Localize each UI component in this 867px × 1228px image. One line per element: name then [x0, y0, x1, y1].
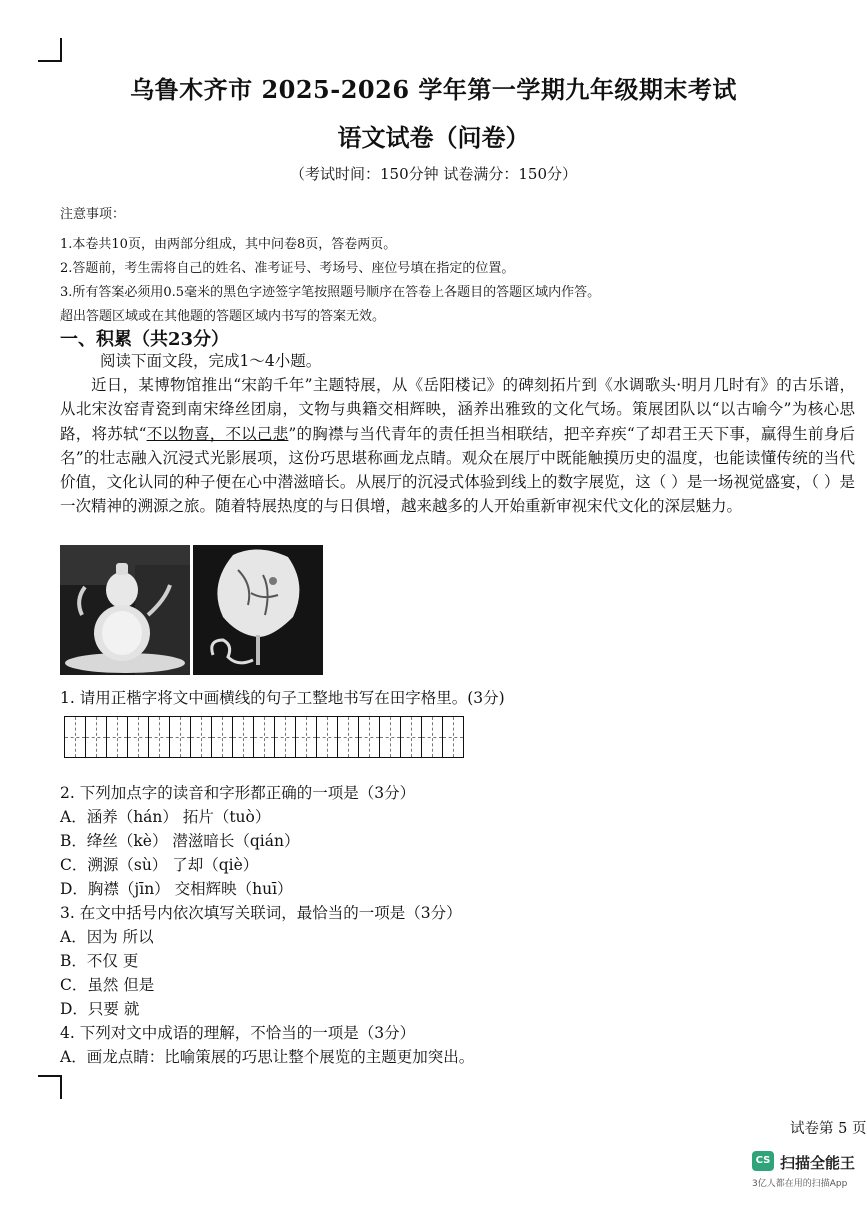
- grid-cell[interactable]: [65, 717, 86, 757]
- note-item: 3.所有答案必须用0.5毫米的黑色字迹签字笔按照题号顺序在答卷上各题目的答题区域内作答。: [60, 285, 601, 300]
- grid-cell[interactable]: [107, 717, 128, 757]
- grid-cell[interactable]: [380, 717, 401, 757]
- corner-mark-bottom-left: [38, 1075, 62, 1099]
- page-number: 试卷第 5 页: [790, 1121, 867, 1137]
- reading-passage: [60, 373, 855, 519]
- note-item: 2.答题前，考生需将自己的姓名、准考证号、考场号、座位号填在指定的位置。: [60, 261, 515, 276]
- exam-title: 乌鲁木齐市 2025-2026 学年第一学期九年级期末考试: [130, 75, 737, 104]
- notes-heading: 注意事项：: [60, 207, 126, 222]
- grid-cell[interactable]: [296, 717, 317, 757]
- note-item: 超出答题区域或在其他题的答题区域内书写的答案无效。: [60, 309, 386, 324]
- grid-cell[interactable]: [317, 717, 338, 757]
- question-2: 2. 下列加点字的读音和字形都正确的一项是（3分）: [60, 784, 416, 802]
- option-a: A．涵养（hán） 拓片（tuò）: [60, 808, 271, 826]
- passage-text: ”的胸襟与当代青年的责任担当相联结，把辛弃疾“了却君王天下事，赢得生前身后名”的壮志融入沉浸式光影展项，这份巧思堪称画龙点睛。观众在展厅中既能触摸历史的温度，也能读懂传统的当代价值，文化认同的种子便在心中潜滋暗长。从展厅的沉浸式体验到线上的数字展览，这（ ）是一场视觉盛宴，（ ）是一次精神的溯源之旅。随着特展热度的与日俱增，越来越多的人开始重新审视宋代文化的深层魅力。: [60, 424, 855, 516]
- ewer-photo: [60, 545, 190, 675]
- exam-info: （考试时间：150分钟 试卷满分：150分）: [289, 165, 578, 183]
- grid-cell[interactable]: [233, 717, 254, 757]
- option-c: C．虽然 但是: [60, 976, 155, 994]
- section-heading: 一、积累（共23分）: [60, 329, 230, 350]
- option-b: B．不仅 更: [60, 952, 139, 970]
- camscanner-logo-icon: CS: [752, 1151, 774, 1171]
- note-item: 1.本卷共10页，由两部分组成，其中问卷8页，答卷两页。: [60, 237, 397, 252]
- grid-cell[interactable]: [254, 717, 275, 757]
- grid-cell[interactable]: [338, 717, 359, 757]
- option-c: C．溯源（sù） 了却（qiè）: [60, 856, 259, 874]
- app-name: 扫描全能王: [780, 1154, 856, 1172]
- underlined-sentence: 不以物喜，不以己悲: [146, 424, 289, 443]
- fan-photo: [193, 545, 323, 675]
- option-a: A．因为 所以: [60, 928, 154, 946]
- question-4: 4. 下列对文中成语的理解，不恰当的一项是（3分）: [60, 1024, 416, 1042]
- passage-text: 近日，某博物馆推出“宋韵千年”主题特展，从《岳阳楼记》的碑刻拓片到《水调歌头·明月几时有》的古乐谱，从北宋汝窑青瓷到南宋绛丝团扇，文物与典籍交相辉映，涵养出雅致的文化气场。策展团队以“以古喻今”为核心思路，将苏轼“: [60, 376, 855, 443]
- exam-subtitle: 语文试卷（问卷）: [337, 123, 530, 152]
- option-a: A．画龙点睛：比喻策展的巧思让整个展览的主题更加突出。: [60, 1048, 475, 1066]
- app-tagline: 3亿人都在用的扫描App: [752, 1179, 848, 1189]
- grid-cell[interactable]: [86, 717, 107, 757]
- grid-cell[interactable]: [401, 717, 422, 757]
- grid-cell[interactable]: [275, 717, 296, 757]
- section-intro: 阅读下面文段，完成1～4小题。: [100, 352, 322, 370]
- grid-cell[interactable]: [359, 717, 380, 757]
- grid-cell[interactable]: [149, 717, 170, 757]
- grid-cell[interactable]: [170, 717, 191, 757]
- grid-cell[interactable]: [212, 717, 233, 757]
- writing-grid[interactable]: [64, 716, 464, 758]
- question-3: 3. 在文中括号内依次填写关联词，最恰当的一项是（3分）: [60, 904, 462, 922]
- grid-cell[interactable]: [422, 717, 443, 757]
- option-b: B．绛丝（kè） 潜滋暗长（qián）: [60, 832, 300, 850]
- option-d: D．胸襟（jīn） 交相辉映（huī）: [60, 880, 293, 898]
- corner-mark-top-left: [38, 38, 62, 62]
- grid-cell[interactable]: [443, 717, 463, 757]
- question-1: 1. 请用正楷字将文中画横线的句子工整地书写在田字格里。(3分): [60, 689, 505, 707]
- grid-cell[interactable]: [128, 717, 149, 757]
- grid-cell[interactable]: [191, 717, 212, 757]
- option-d: D．只要 就: [60, 1000, 140, 1018]
